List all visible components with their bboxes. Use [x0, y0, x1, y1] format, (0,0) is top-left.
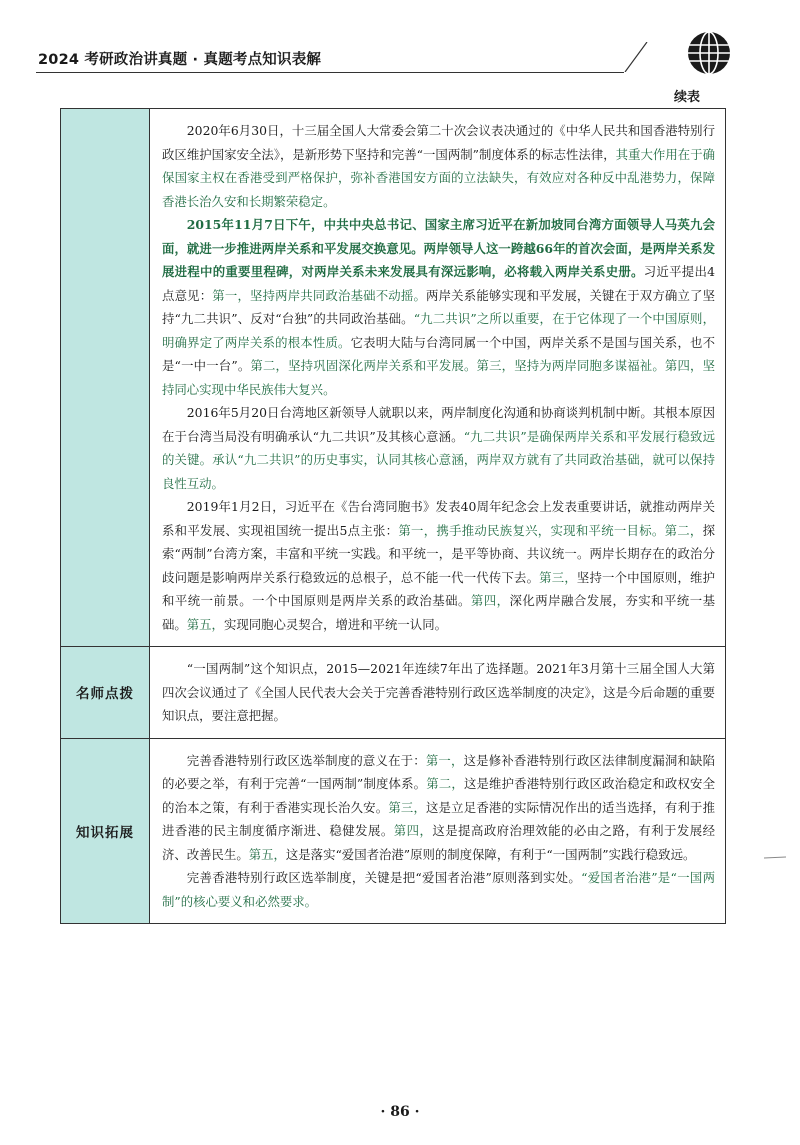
paragraph: 2015年11月7日下午，中共中央总书记、国家主席习近平在新加坡同台湾方面领导人马英九会面，就进一步推进两岸关系和平发展交换意见。两岸领导人这一跨越66年的首次会面，是两岸关系发展进程中的重要里程碑，对两岸关系未来发展具有深远影响，必将载入两岸关系史册。习近平提出4点意见：第一，坚持两岸共同政治基础不动摇。两岸关系能够实现和平发展，关键在于双方确立了坚持“九二共识”、反对“台独”的共同政治基础。“九二共识”之所以重要，在于它体现了一个中国原则，明确界定了两岸关系的根本性质。它表明大陆与台湾同属一个中国，两岸关系不是国与国关系，也不是“一中一台”。第二，坚持巩固深化两岸关系和平发展。第三，坚持为两岸同胞多谋福祉。第四，坚持同心实现中华民族伟大复兴。 [162, 217, 716, 397]
paragraph: 2016年5月20日台湾地区新领导人就职以来，两岸制度化沟通和协商谈判机制中断。其根本原因在于台湾当局没有明确承认“九二共识”及其核心意涵。“九二共识”是确保两岸关系和平发展行稳致远的关键。承认“九二共识”的历史事实，认同其核心意涵，两岸双方就有了共同政治基础，就可以保持良性互动。 [162, 405, 716, 491]
paragraph: “一国两制”这个知识点，2015—2021年连续7年出了选择题。2021年3月第十三届全国人大第四次会议通过了《全国人民代表大会关于完善香港特别行政区选举制度的决定》，这是今后命题的重要知识点，要注意把握。 [162, 661, 715, 723]
header-slant-divider [621, 42, 651, 72]
paragraph: 完善香港特别行政区选举制度的意义在于：第一，这是修补香港特别行政区法律制度漏洞和缺陷的必要之举，有利于完善“一国两制”制度体系。第二，这是维护香港特别行政区政治稳定和政权安全的治本之策，有利于香港实现长治久安。第三，这是立足香港的实际情况作出的适当选择，有利于推进香港的民主制度循序渐进、稳健发展。第四，这是提高政府治理效能的必由之路，有利于发展经济、改善民生。第五，这是落实“爱国者治港”原则的制度保障，有利于“一国两制”实践行稳致远。 [162, 752, 716, 862]
row-label: 知识拓展 [76, 824, 134, 841]
margin-mark [764, 855, 786, 861]
paragraph: 2019年1月2日，习近平在《告台湾同胞书》发表40周年纪念会上发表重要讲话，就推动两岸关系和平发展、实现祖国统一提出5点主张：第一，携手推动民族复兴，实现和平统一目标。第二，探索“两制”台湾方案，丰富和平统一实践。和平统一，是平等协商、共议统一。两岸长期存在的政治分歧问题是影响两岸关系行稳致远的总根子，总不能一代一代传下去。第三，坚持一个中国原则，维护和平统一前景。一个中国原则是两岸关系的政治基础。第四，深化两岸融合发展，夯实和平统一基础。第五，实现同胞心灵契合，增进和平统一认同。 [162, 499, 716, 632]
row-content [150, 739, 725, 924]
row-side-cell [61, 109, 150, 646]
header-rule [36, 72, 624, 73]
row-side-cell [61, 647, 150, 738]
knowledge-table [60, 108, 726, 924]
page-header [36, 30, 726, 80]
row-side-cell [61, 739, 150, 924]
table-row-knowledge-extension [60, 739, 726, 925]
table-row-teacher-tips [60, 647, 726, 739]
row-content [150, 109, 725, 646]
globe-icon [686, 30, 732, 76]
page-number: · 86 · [380, 1104, 420, 1120]
book-title: 2024 考研政治讲真题 · 真题考点知识表解 [38, 52, 322, 68]
row-label: 名师点拨 [76, 686, 134, 703]
paragraph: 完善香港特别行政区选举制度，关键是把“爱国者治港”原则落到实处。“爱国者治港”是“一国两制”的核心要义和必然要求。 [162, 870, 715, 909]
paragraph: 2020年6月30日，十三届全国人大常委会第二十次会议表决通过的《中华人民共和国香港特别行政区维护国家安全法》，是新形势下坚持和完善“一国两制”制度体系的标志性法律，其重大作用在于确保国家主权在香港受到严格保护，弥补香港国安方面的立法缺失，有效应对各种反中乱港势力，保障香港长治久安和长期繁荣稳定。 [162, 123, 716, 209]
continued-label: 续表 [674, 90, 701, 105]
row-content [150, 647, 725, 738]
table-row-main [60, 109, 726, 647]
